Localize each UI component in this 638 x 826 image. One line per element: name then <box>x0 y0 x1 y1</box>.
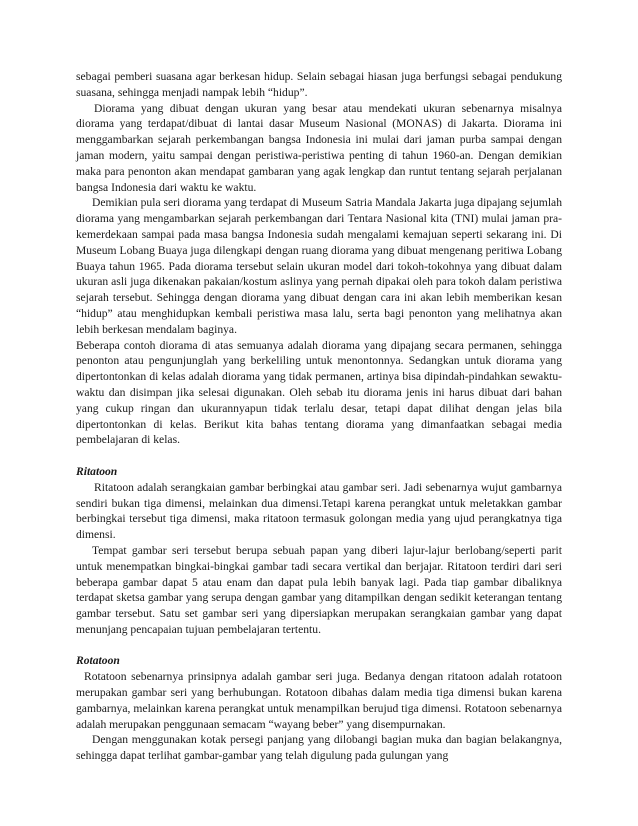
paragraph-diorama-examples: Beberapa contoh diorama di atas semuanya adalah diorama yang dipajang secara permanen, sehingga penonton atau pengunjunglah yang berkeliling untuk menontonnya. Sedangkan untuk diorama yang dipertontonkan di kelas adalah diorama yang tidak permanen, artinya bisa dipindah-pindahkan sewaktu-waktu dan disimpan jika selesai digunakan. Oleh sebab itu diorama jenis ini harus dibuat dari bahan yang cukup ringan dan ukurannyapun tidak terlalu desar, tetapi dapat dilihat dengan jelas bila dipertontonkan di kelas. Berikut kita bahas tentang diorama yang dimanfaatkan sebagai media pembelajaran di kelas. <box>76 338 562 447</box>
section-heading-ritatoon: Ritatoon <box>76 464 118 478</box>
paragraph-ritatoon-structure: Tempat gambar seri tersebut berupa sebuah papan yang diberi lajur-lajur berlobang/seperti parit untuk menempatkan bingkai-bingkai gambar tadi secara vertikal dan berjajar. Ritatoon terdiri dari seri beberapa gambar dapat 5 atau enam dan dapat pula lebih banyak lagi. Pada tiap gambar dibaliknya terdapat sketsa gambar yang serupa dengan gambar yang ditampilkan dengan sedikit keterangan tentang gambar tersebut. Satu set gambar seri yang dipersiapkan merupakan serangkaian gambar yang dapat menunjang pencapaian tujuan pembelajaran tertentu. <box>76 543 562 636</box>
document-body <box>76 69 562 764</box>
paragraph-diorama-monas: Diorama yang dibuat dengan ukuran yang besar atau mendekati ukuran sebenarnya misalnya diorama yang terdapat/dibuat di lantai dasar Museum Nasional (MONAS) di Jakarta. Diorama ini menggambarkan sejarah perkembangan bangsa Indonesia ini mulai dari jaman purba sampai dengan jaman modern, yaitu sampai dengan peristiwa-peristiwa penting di tahun 1960-an. Dengan demikian maka para penonton akan mendapat gambaran yang agak lengkap dan runtut tentang sejarah perjalanan bangsa Indonesia dari waktu ke waktu. <box>76 101 562 194</box>
paragraph-rotatoon-definition: Rotatoon sebenarnya prinsipnya adalah gambar seri juga. Bedanya dengan ritatoon adalah rotatoon merupakan gambar seri yang berhubungan. Rotatoon dibahas dalam media tiga dimensi bukan karena gambarnya, melainkan karena perangkat untuk menampilkan berujud tiga dimensi. Rotatoon sebenarnya adalah merupakan penggunaan semacam “wayang beber” yang disempurnakan. <box>76 670 562 731</box>
paragraph-continuation: sebagai pemberi suasana agar berkesan hidup. Selain sebagai hiasan juga berfungsi sebagai pendukung suasana, sehingga menjadi nampak lebih “hidup”. <box>76 70 562 99</box>
section-heading-rotatoon: Rotatoon <box>76 654 120 668</box>
paragraph-diorama-satria-mandala: Demikian pula seri diorama yang terdapat di Museum Satria Mandala Jakarta juga dipajang sejumlah diorama yang mengambarkan sejarah perkembangan dari Tentara Nasional kita (TNI) mulai jaman pra-kemerdekaan sampai pada masa bangsa Indonesia sudah mengalami kemajuan seperti sekarang ini. Di Museum Lobang Buaya juga dilengkapi dengan ruang diorama yang dibuat mengenang peritiwa Lobang Buaya tahun 1965. Pada diorama tersebut selain ukuran model dari tokoh-tokohnya yang dibuat dalam ukuran asli juga dikenakan pakaian/kostum aslinya yang pernah dipakai oleh para tokoh dalam peristiwa sejarah tersebut. Sehingga dengan diorama yang dibuat dengan cara ini akan lebih memberikan kesan “hidup” atau menghidupkan kembali peristiwa masa lalu, serta bagi penonton yang melihatnya akan lebih berkesan mendalam baginya. <box>76 196 562 336</box>
paragraph-ritatoon-definition: Ritatoon adalah serangkaian gambar berbingkai atau gambar seri. Jadi sebenarnya wujut gambarnya sendiri bukan tiga dimensi, melainkan dua dimensi.Tetapi karena perangkat untuk meletakkan gambar berbingkai tersebut tiga dimensi, maka ritatoon termasuk golongan media yang ujud perangkatnya tiga dimensi. <box>76 480 562 542</box>
paragraph-rotatoon-box: Dengan menggunakan kotak persegi panjang yang dilobangi bagian muka dan bagian belakangnya, sehingga dapat terlihat gambar-gambar yang telah digulung pada gulungan yang <box>76 733 562 763</box>
